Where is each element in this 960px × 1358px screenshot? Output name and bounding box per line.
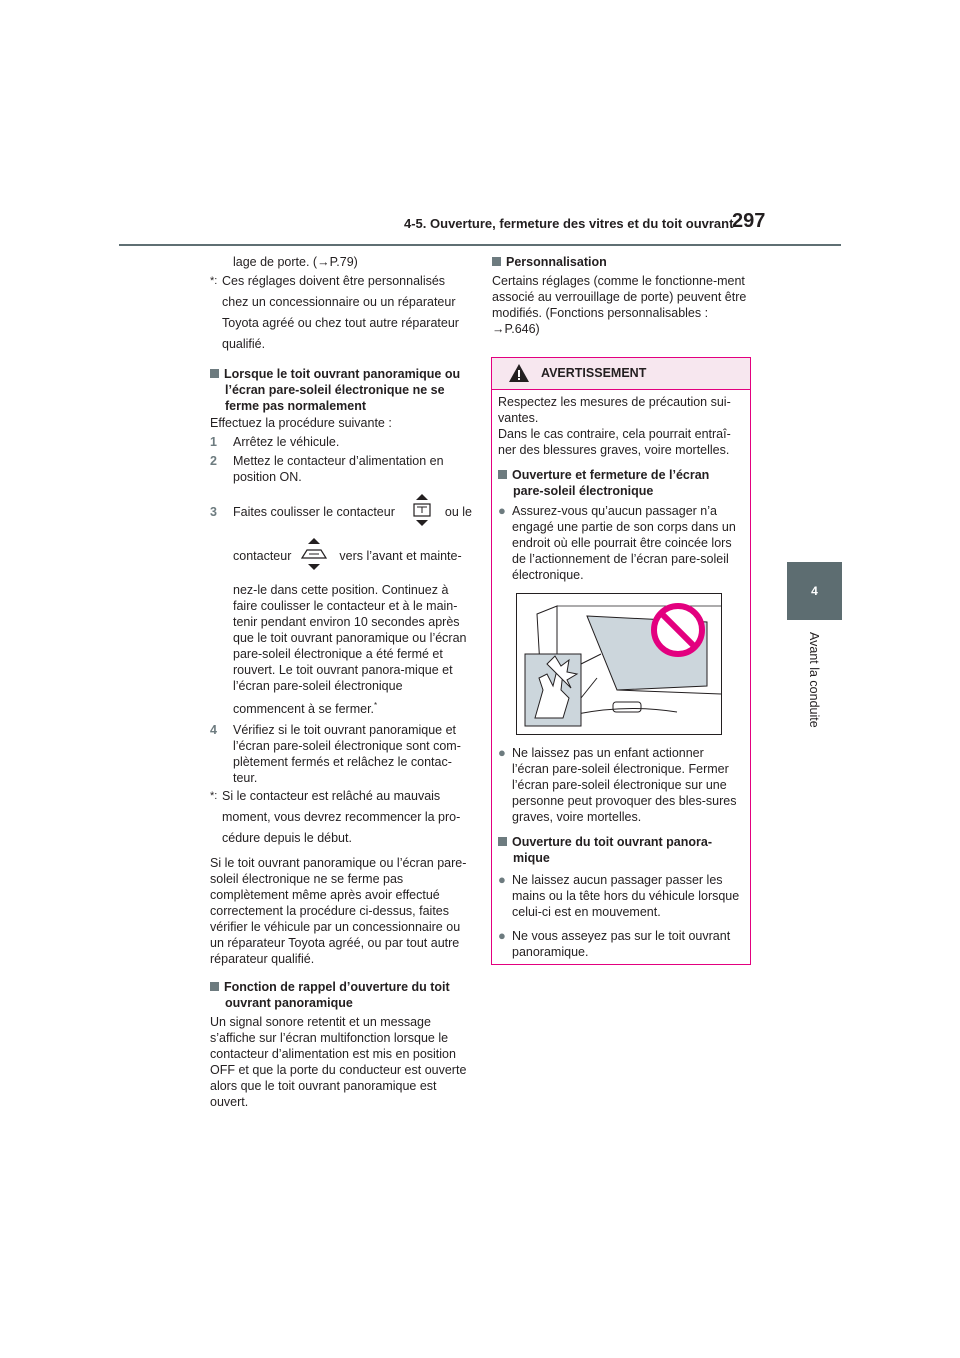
heading-text: Ouverture et fermeture de l’écran pare-soleil électronique [512,468,710,498]
heading-text: Personnalisation [506,255,607,269]
step-4 [210,722,472,786]
warning-body [492,390,750,960]
footnote-line: Si le contacteur est relâché au mauvais [222,789,441,804]
step-2 [210,453,472,485]
footnote-line: moment, vous devrez recommencer la pro- [222,810,461,825]
bullet-text: Assurez-vous qu’aucun passager n’a engagé une partie de son corps dans un endroit où elle pourrait être coincée lors de l’actionnement de l’écran pare-soleil électronique. [512,504,736,582]
section-title: 4-5. Ouverture, fermeture des vitres et du toit ouvrant [404,216,734,231]
step-number: 2 [210,454,217,468]
step-3-line-1 [233,490,472,534]
chapter-title: Avant la conduite [807,632,821,728]
sunroof-switch-icon [299,537,329,575]
heading-text: Fonction de rappel d’ouverture du toit ouvrant panoramique [224,980,450,1011]
chapter-title-vertical [808,632,822,742]
step-1 [210,434,472,450]
step-number: 3 [210,505,217,519]
step-text: nez-le dans cette position. Continuez à faire coulisser le contacteur et à le main-tenir pendant environ 10 secondes après que le toit ouvrant panoramique ou l’écran pare-soleil électronique a été fermé et rouvert. Le toit ouvrant panora-mique et l’écran pare-soleil électronique [233,583,467,693]
bullet-dot-icon: ● [498,745,506,760]
paragraph-dealer-check: Si le toit ouvrant panoramique ou l’écran pare-soleil électronique ne se ferme pas complètement même après avoir effectué correctement la procédure ci-dessus, faites vérifier le véhicule par un concessionnaire ou un réparateur Toyota agréé, ou par tout autre réparateur qualifié. [210,856,467,967]
warning-heading-sunroof [498,834,742,866]
step-text: Faites coulisser le contacteur [233,505,395,519]
step-text: ou le [444,505,472,519]
step-text: commencent à se fermer. [233,702,375,717]
bullet-text: Ne laissez aucun passager passer les mains ou la tête hors du véhicule lorsque celui-ci est en mouvement. [512,873,740,919]
heading-text: Ouverture du toit ouvrant panora-mique [512,835,713,865]
chapter-number: 4 [811,584,818,598]
warning-header [492,358,750,390]
right-column [492,254,750,337]
step-text: Vérifiez si le toit ouvrant panoramique et l’écran pare-soleil électronique sont com-plètement fermés et relâchez le contac-teur. [233,723,461,786]
step-3-line-2 [233,534,472,578]
heading-customization [492,254,750,270]
footnote-line: qualifié. [222,337,266,351]
warning-title: AVERTISSEMENT [541,366,647,380]
page-number: 297 [732,210,766,232]
step-3 [210,490,472,717]
bullet-text: Ne vous asseyez pas sur le toit ouvrant panoramique. [512,929,731,959]
paragraph-customization: Certains réglages (comme le fonctionne-ment associé au verrouillage de porte) peuvent être modifiés. (Fonctions personnalisables : →P.646) [492,274,747,336]
warning-intro: Respectez les mesures de précaution sui-vantes. Dans le cas contraire, cela pourrait entraî-ner des blessures graves, voire mortelles. [498,395,731,457]
header-divider [119,244,841,246]
chapter-tab [787,562,842,620]
paragraph-open-reminder: Un signal sonore retentit et un message s’affiche sur l’écran multifonction lorsque le contacteur d’alimentation est mis en position OFF et que la porte du conducteur est ouverte alors que le toit ouvrant panoramique est ouvert. [210,1015,467,1110]
footnote-line: Ces réglages doivent être personnalisés [222,274,446,288]
footnote-2 [210,786,472,849]
footnote-line: Toyota agréé ou chez tout autre réparateur [222,316,459,330]
step-number: 4 [210,723,217,738]
bullet-dot-icon: ● [498,503,506,518]
warning-bullet [498,928,742,960]
footnote-marker: *: [210,790,218,803]
heading-sunroof-not-closing [210,366,472,414]
heading-text: Lorsque le toit ouvrant panoramique ou l’écran pare-soleil électronique ne se ferme pas normalement [224,367,461,413]
step-text: vers l’avant et mainte- [339,549,462,563]
warning-triangle-icon [508,363,530,388]
heading-open-reminder [210,979,472,1011]
bullet-text: Ne laissez pas un enfant actionner l’écran pare-soleil électronique. Fermer l’écran pare-soleil électronique sur une personne peut provoquer des bles-sures graves, voire mortelles. [512,746,737,824]
step-number: 1 [210,435,217,449]
footnote-reference: * [374,701,378,710]
intro-line: lage de porte. (→P.79) [233,255,358,269]
step-text: Arrêtez le véhicule. [233,435,340,449]
procedure-intro: Effectuez la procédure suivante : [210,416,392,430]
sunshade-pinch-illustration [516,593,722,735]
step-text: Mettez le contacteur d’alimentation en position ON. [233,454,444,484]
warning-box [491,357,751,965]
footnote-marker: *: [210,275,218,287]
left-column [210,254,472,1110]
footnote-line: chez un concessionnaire ou un réparateur [222,295,456,309]
bullet-dot-icon: ● [498,928,506,943]
warning-heading-sunshade [498,467,742,499]
footnote-1 [210,271,472,355]
warning-bullet [498,872,742,920]
step-text: contacteur [233,549,292,563]
footnote-line: cédure depuis le début. [222,831,352,846]
warning-bullet [498,503,742,583]
warning-bullet [498,745,742,825]
prohibition-icon [654,606,702,654]
sunshade-switch-icon [409,493,435,531]
step-3-last-line [233,698,472,717]
bullet-dot-icon: ● [498,872,506,887]
